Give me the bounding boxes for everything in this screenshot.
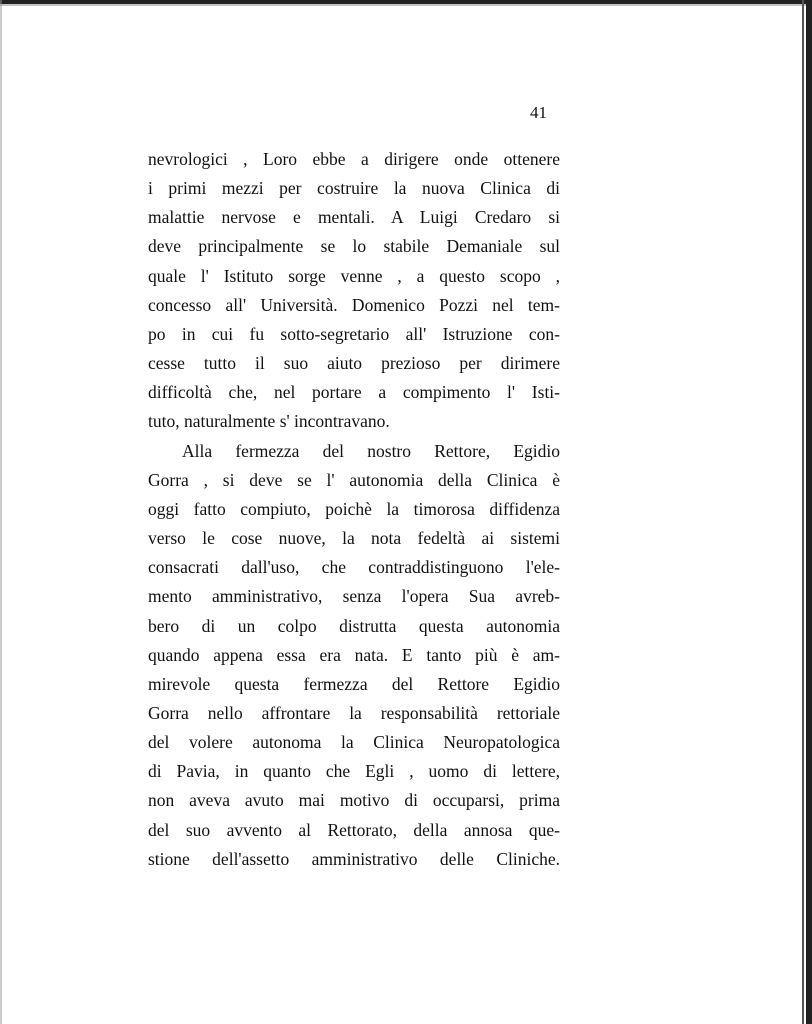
text-line: bero di un colpo distrutta questa autonomia (148, 615, 560, 636)
text-line: Gorra nello affrontare la responsabilità rettoriale (148, 702, 560, 723)
text-line: mento amministrativo, senza l'opera Sua avreb- (148, 586, 560, 607)
text-line: oggi fatto compiuto, poichè la timorosa diffidenza (148, 498, 560, 519)
scan-left-edge (0, 0, 2, 1024)
text-line: quando appena essa era nata. E tanto più è am- (148, 644, 560, 665)
paragraph-start-line: Alla fermezza del nostro Rettore, Egidio (182, 440, 560, 461)
text-line: po in cui fu sotto-segretario all' Istruzione con- (148, 323, 560, 344)
text-line: i primi mezzi per costruire la nuova Clinica di (148, 178, 560, 199)
text-line: malattie nervose e mentali. A Luigi Credaro si (148, 207, 560, 228)
text-line: verso le cose nuove, la nota fedeltà ai sistemi (148, 528, 560, 549)
text-line: concesso all' Università. Domenico Pozzi nel tem- (148, 294, 560, 315)
text-line: Gorra , si deve se l' autonomia della Clinica è (148, 469, 560, 490)
text-line: tuto, naturalmente s' incontravano. (148, 411, 390, 432)
text-line: non aveva avuto mai motivo di occuparsi, prima (148, 790, 560, 811)
text-line: di Pavia, in quanto che Egli , uomo di lettere, (148, 761, 560, 782)
text-line: consacrati dall'uso, che contraddistinguono l'ele- (148, 557, 560, 578)
text-line: deve principalmente se lo stabile Demaniale sul (148, 236, 560, 257)
text-line: del volere autonoma la Clinica Neuropatologica (148, 732, 560, 753)
text-line: difficoltà che, nel portare a compimento l' Isti- (148, 382, 560, 403)
text-line: nevrologici , Loro ebbe a dirigere onde ottenere (148, 149, 560, 169)
scan-top-shadow (0, 4, 812, 6)
text-line: mirevole questa fermezza del Rettore Egidio (148, 673, 560, 694)
text-line: cesse tutto il suo aiuto prezioso per dirimere (148, 353, 560, 374)
scan-right-border (806, 0, 812, 1024)
text-line: stione dell'assetto amministrativo delle Cliniche. (148, 848, 560, 869)
text-line: quale l' Istituto sorge venne , a questo scopo , (148, 265, 560, 286)
body-text (148, 145, 560, 874)
page-number: 41 (530, 103, 547, 122)
text-line: del suo avvento al Rettorato, della annosa que- (148, 819, 560, 840)
scan-right-shadow (802, 0, 804, 1024)
